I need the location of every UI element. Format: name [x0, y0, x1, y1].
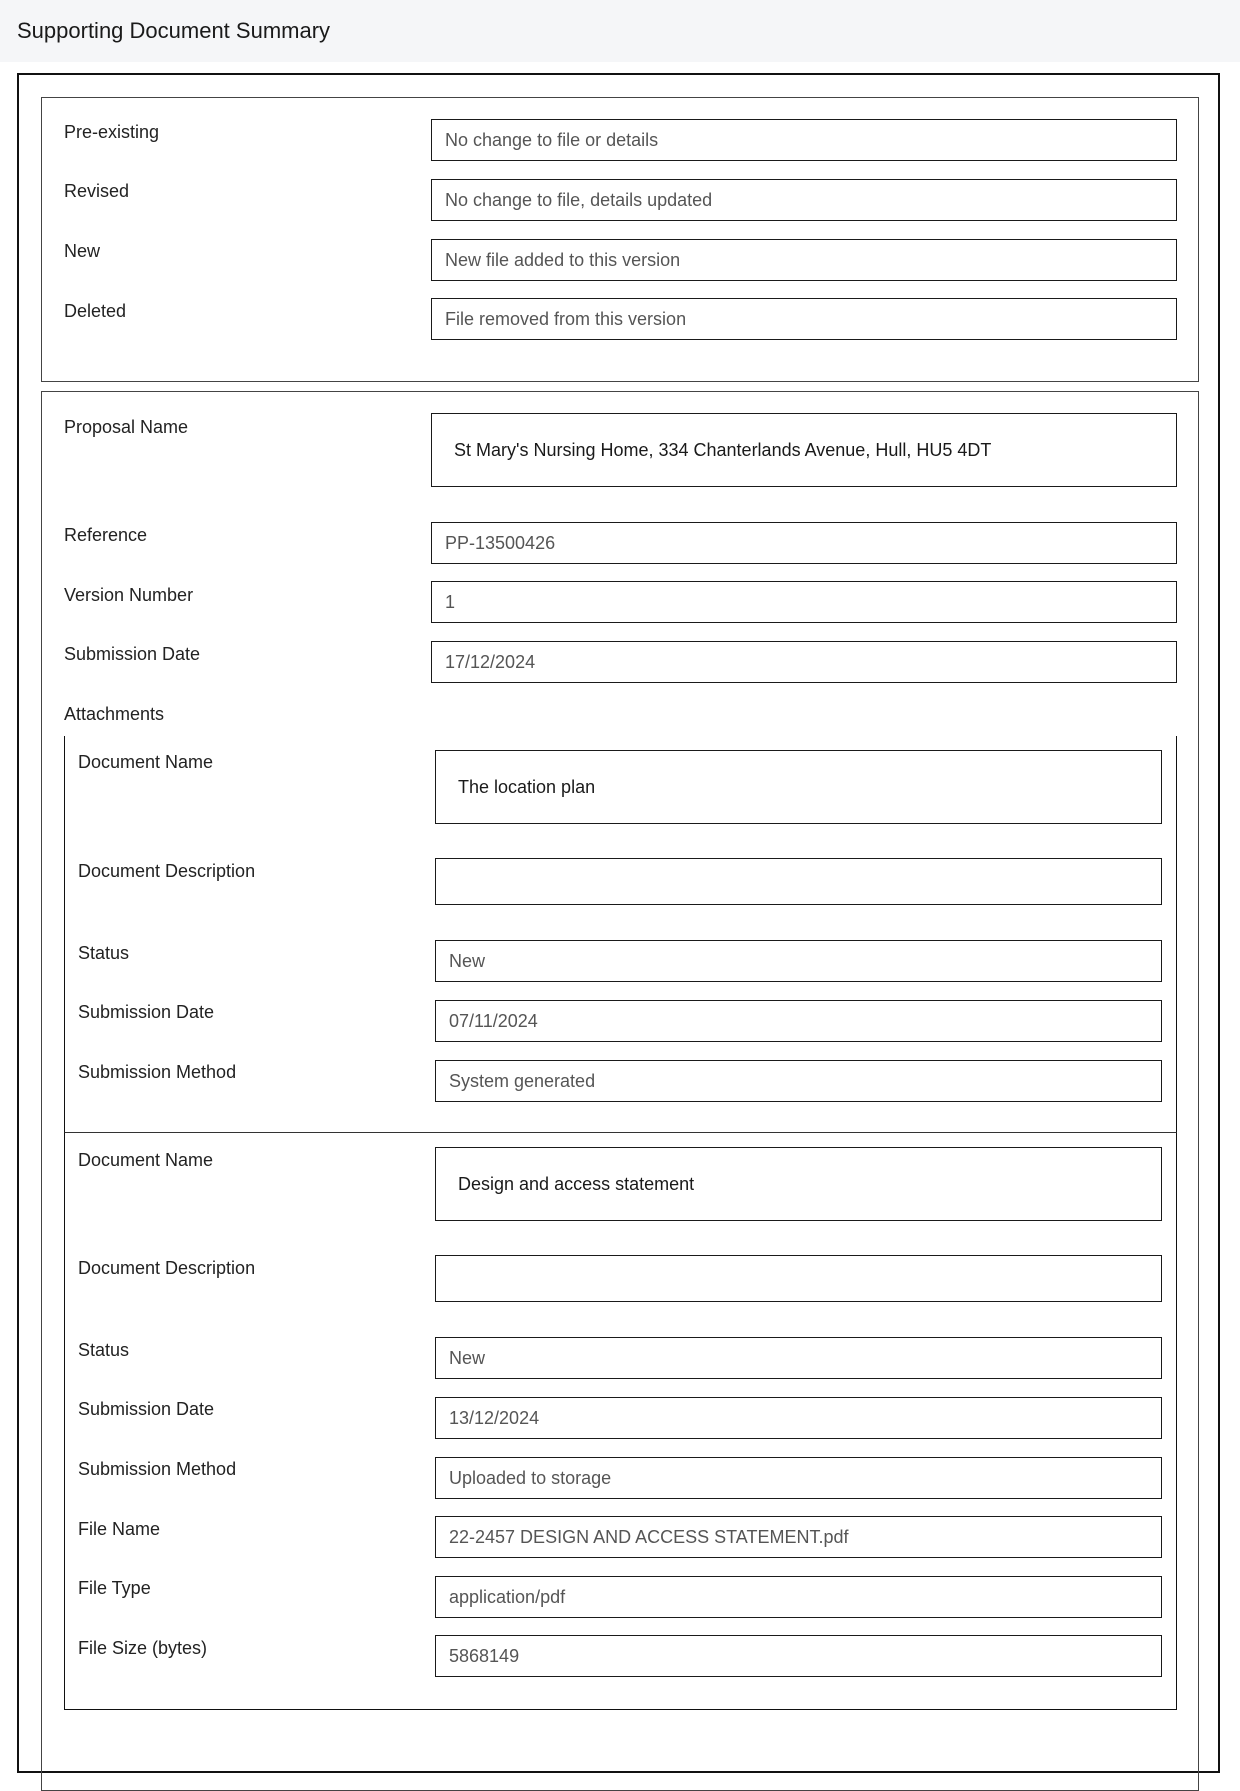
version-number-label: Version Number [64, 585, 194, 605]
attachment-2-description-label: Document Description [78, 1258, 256, 1278]
attachment-1-name-field: The location plan [435, 750, 1162, 824]
version-number-field: 1 [431, 581, 1177, 623]
attachment-2-date-label: Submission Date [78, 1399, 215, 1419]
attachments-label: Attachments [64, 704, 165, 724]
attachment-1-date-field: 07/11/2024 [435, 1000, 1162, 1042]
legend-value-revised: No change to file, details updated [431, 179, 1177, 221]
legend-value-new: New file added to this version [431, 239, 1177, 281]
page-header [0, 0, 1240, 62]
legend-value-pre-existing: No change to file or details [431, 119, 1177, 161]
attachment-2-description-field [435, 1255, 1162, 1302]
reference-label: Reference [64, 525, 148, 545]
attachment-1-description-field [435, 858, 1162, 905]
attachment-1-description-label: Document Description [78, 861, 256, 881]
legend-label-revised: Revised [64, 181, 130, 201]
submission-date-field: 17/12/2024 [431, 641, 1177, 683]
attachment-2-file-size-label: File Size (bytes) [78, 1638, 208, 1658]
attachment-2-file-type-field: application/pdf [435, 1576, 1162, 1618]
attachment-2-name-label: Document Name [78, 1150, 214, 1170]
proposal-name-label: Proposal Name [64, 417, 189, 437]
attachment-1-status-label: Status [78, 943, 130, 963]
legend-value-deleted: File removed from this version [431, 298, 1177, 340]
attachment-2-file-type-label: File Type [78, 1578, 151, 1598]
attachment-2-name-field: Design and access statement [435, 1147, 1162, 1221]
attachment-2-date-field: 13/12/2024 [435, 1397, 1162, 1439]
attachment-1-method-label: Submission Method [78, 1062, 237, 1082]
attachment-1-name-label: Document Name [78, 752, 214, 772]
legend-label-new: New [64, 241, 101, 261]
attachment-1-status-field: New [435, 940, 1162, 982]
page-title: Supporting Document Summary [17, 18, 331, 43]
attachment-2-file-name-label: File Name [78, 1519, 161, 1539]
attachment-1-method-field: System generated [435, 1060, 1162, 1102]
attachment-2-method-label: Submission Method [78, 1459, 237, 1479]
submission-date-label: Submission Date [64, 644, 201, 664]
attachment-2-status-label: Status [78, 1340, 130, 1360]
attachment-2-method-field: Uploaded to storage [435, 1457, 1162, 1499]
reference-field: PP-13500426 [431, 522, 1177, 564]
legend-label-pre-existing: Pre-existing [64, 122, 160, 142]
proposal-name-field: St Mary's Nursing Home, 334 Chanterlands Avenue, Hull, HU5 4DT [431, 413, 1177, 487]
attachment-2-file-size-field: 5868149 [435, 1635, 1162, 1677]
legend-label-deleted: Deleted [64, 301, 127, 321]
attachment-2-file-name-field: 22-2457 DESIGN AND ACCESS STATEMENT.pdf [435, 1516, 1162, 1558]
attachment-1-date-label: Submission Date [78, 1002, 215, 1022]
attachment-2-status-field: New [435, 1337, 1162, 1379]
